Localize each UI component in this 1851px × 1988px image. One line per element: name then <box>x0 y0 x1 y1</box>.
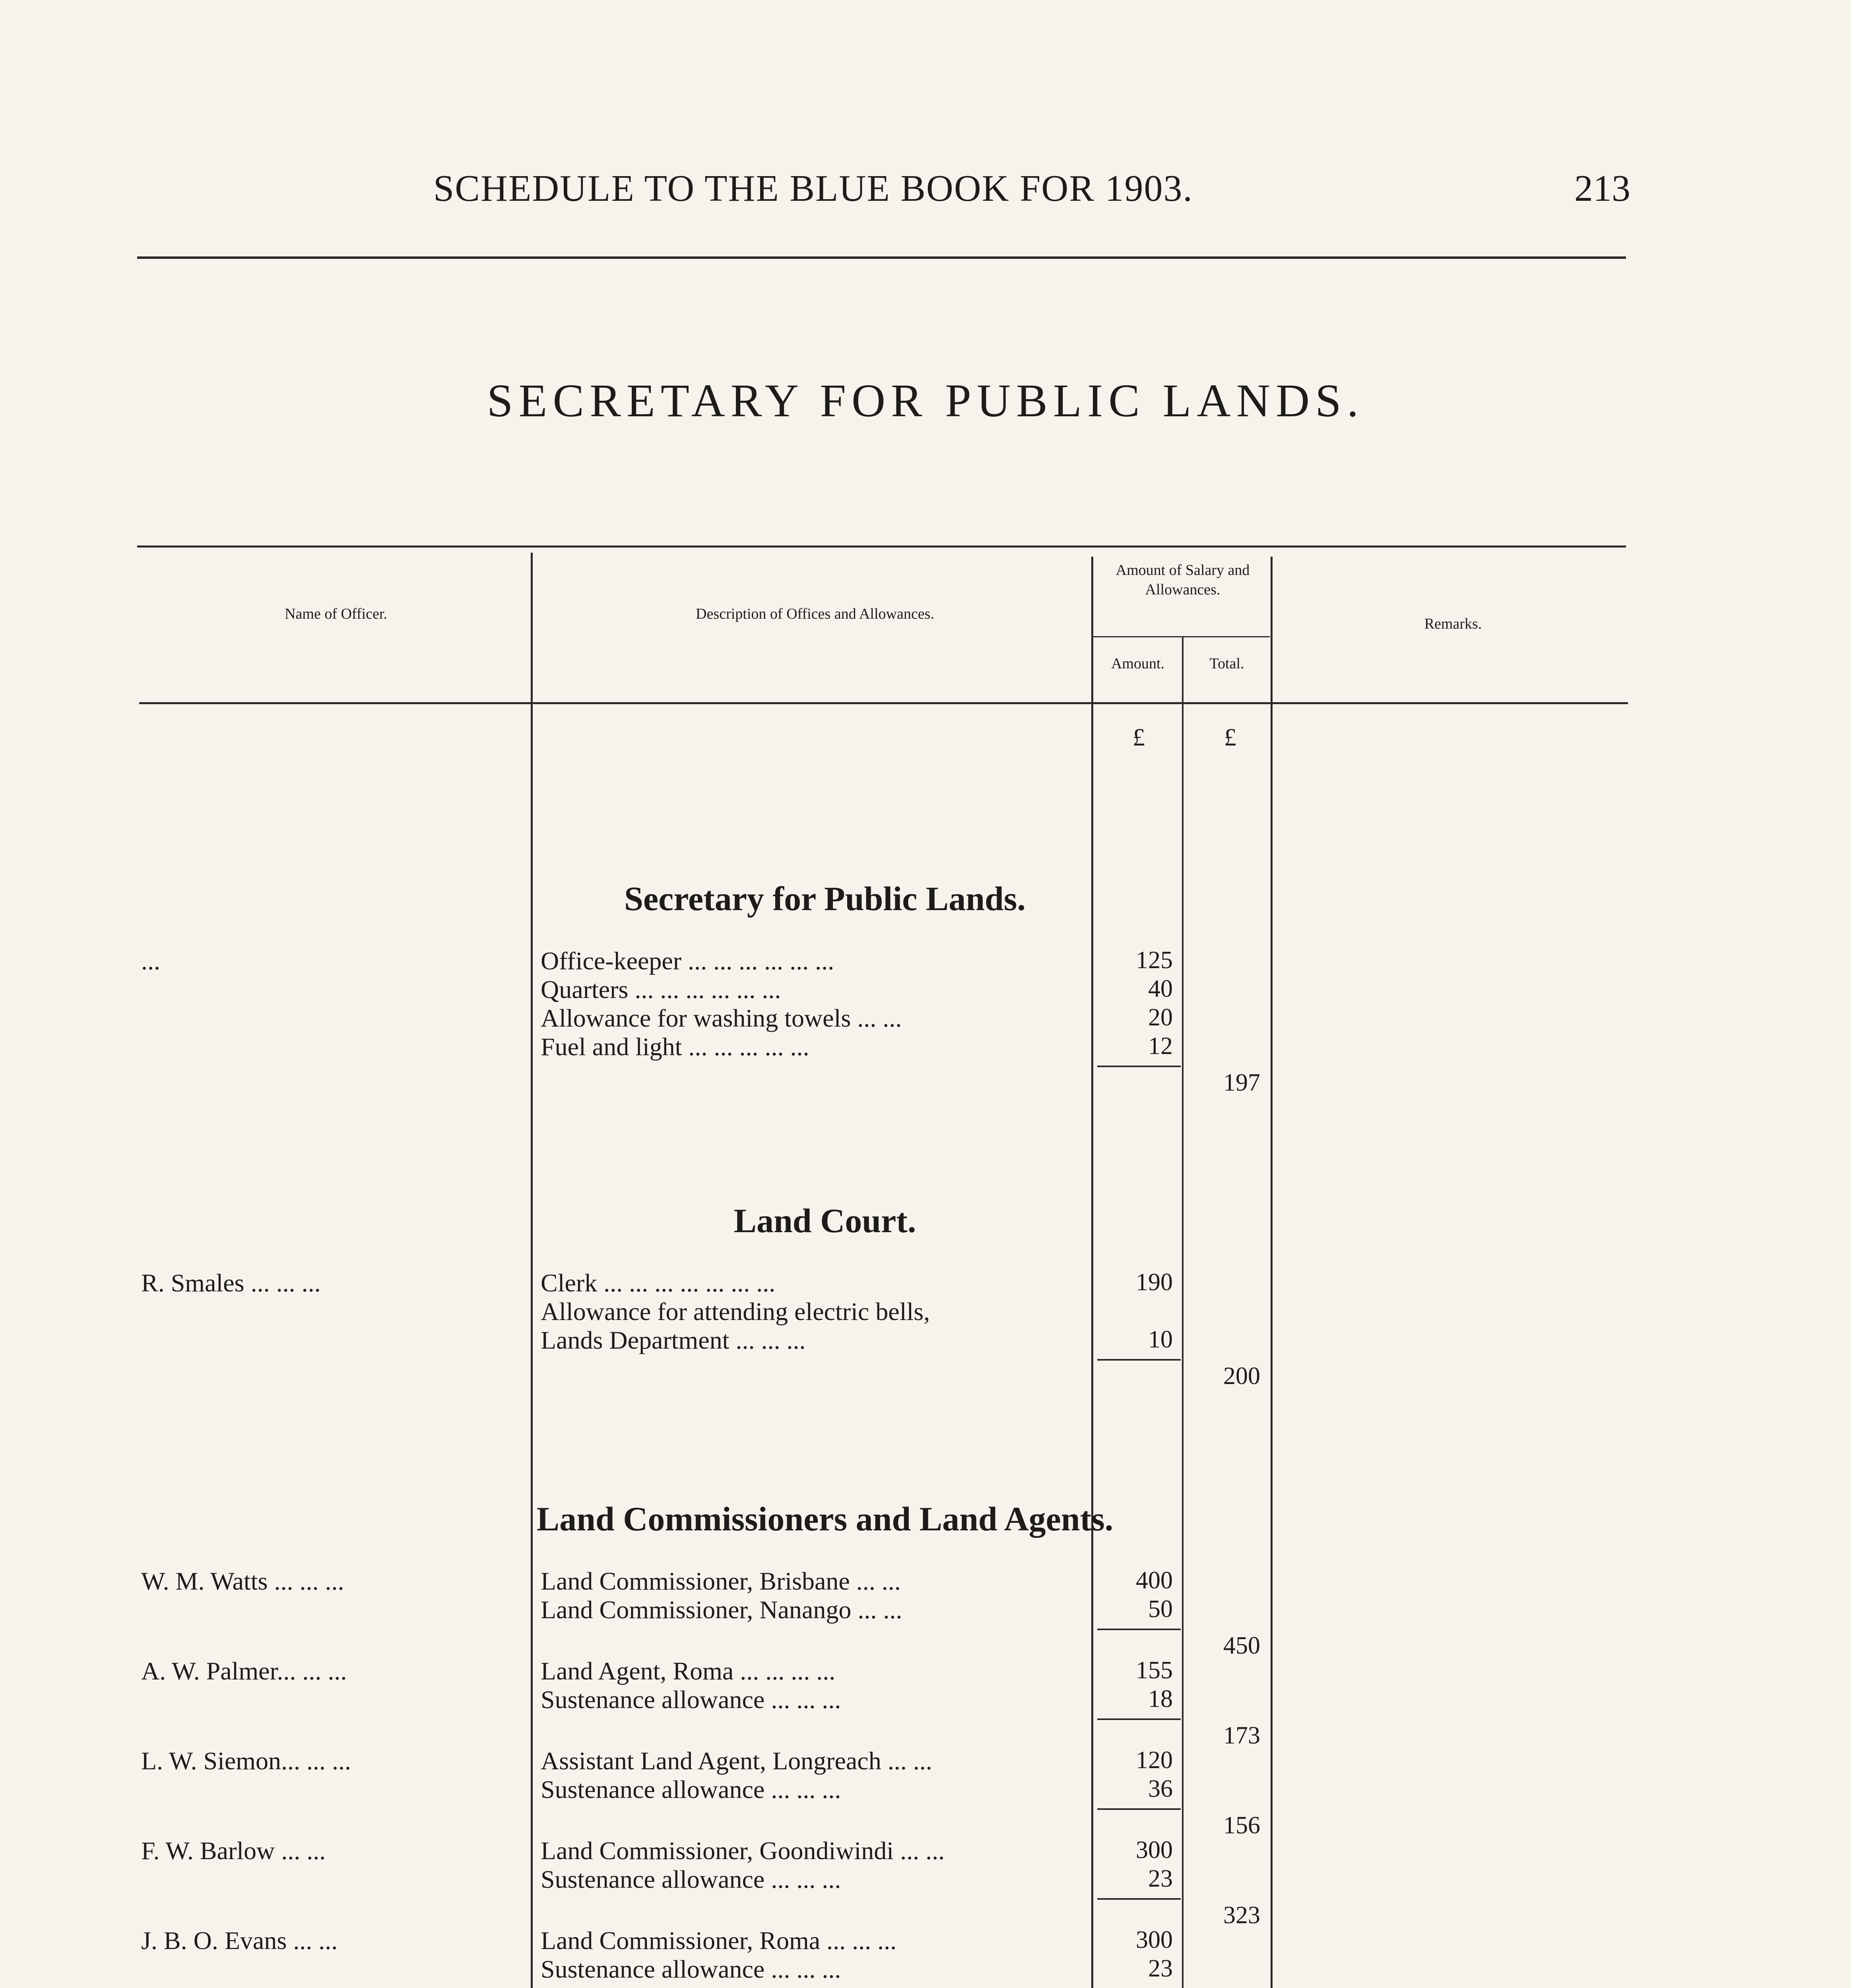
amount-value: 36 <box>1148 1775 1173 1802</box>
subtotal-rule <box>1097 1808 1181 1810</box>
column-header-amount-group: Amount of Salary and Allowances. <box>1116 562 1250 598</box>
amount-value: 155 <box>1136 1657 1173 1684</box>
total-value: 323 <box>1223 1902 1260 1929</box>
office-description: Sustenance allowance ... ... ... <box>541 1685 841 1714</box>
table-top-rule <box>137 546 1626 547</box>
amount-value: 12 <box>1148 1033 1173 1060</box>
subtotal-rule <box>1097 1718 1181 1720</box>
office-description: Office-keeper ... ... ... ... ... ... <box>541 947 834 975</box>
office-description: Assistant Land Agent, Longreach ... ... <box>541 1747 932 1775</box>
total-value: 200 <box>1223 1363 1260 1390</box>
page-number: 213 <box>1574 168 1630 209</box>
subtotal-rule <box>1097 1629 1181 1630</box>
section-title: Land Court. <box>733 1202 916 1240</box>
office-description: Sustenance allowance ... ... ... <box>541 1865 841 1893</box>
total-value: 173 <box>1223 1722 1260 1749</box>
office-description: Clerk ... ... ... ... ... ... ... <box>541 1269 776 1297</box>
amount-value: 23 <box>1148 1955 1173 1982</box>
table-header-rule <box>139 702 1628 704</box>
subtotal-rule <box>1097 1066 1181 1067</box>
amount-value: 300 <box>1136 1837 1173 1864</box>
column-divider-total <box>1182 636 1184 1988</box>
amount-value: 40 <box>1148 975 1173 1002</box>
column-divider-remarks <box>1271 557 1273 1988</box>
subtotal-rule <box>1097 1359 1181 1361</box>
column-header-amount: Amount. <box>1111 655 1165 672</box>
column-divider-description <box>531 553 533 1988</box>
office-description: Fuel and light ... ... ... ... ... <box>541 1033 809 1061</box>
amount-subheader-rule <box>1092 636 1270 637</box>
officer-name: R. Smales ... ... ... <box>141 1269 321 1297</box>
column-header-name: Name of Officer. <box>285 606 387 622</box>
column-divider-amount <box>1091 557 1093 1988</box>
office-description: Land Agent, Roma ... ... ... ... <box>541 1657 836 1685</box>
amount-value: 125 <box>1136 947 1173 974</box>
total-value: 450 <box>1223 1632 1260 1659</box>
column-header-total: Total. <box>1209 655 1244 672</box>
column-header-remarks: Remarks. <box>1424 615 1482 632</box>
officer-name: W. M. Watts ... ... ... <box>141 1567 344 1595</box>
amount-value: 10 <box>1148 1326 1173 1353</box>
amount-value: 120 <box>1136 1747 1173 1774</box>
amount-value: 20 <box>1148 1004 1173 1031</box>
section-title: Land Commissioners and Land Agents. <box>536 1500 1114 1538</box>
running-header-title: SCHEDULE TO THE BLUE BOOK FOR 1903. <box>433 168 1193 209</box>
amount-value: 50 <box>1148 1596 1173 1623</box>
office-description: Quarters ... ... ... ... ... ... <box>541 975 781 1004</box>
officer-name: L. W. Siemon... ... ... <box>141 1747 351 1775</box>
amount-value: 18 <box>1148 1685 1173 1712</box>
currency-symbol-total: £ <box>1224 724 1236 751</box>
office-description: Lands Department ... ... ... <box>541 1326 806 1354</box>
officer-name: ... <box>141 947 160 975</box>
office-description: Sustenance allowance ... ... ... <box>541 1775 841 1804</box>
office-description: Land Commissioner, Roma ... ... ... <box>541 1926 897 1955</box>
office-description: Land Commissioner, Goondiwindi ... ... <box>541 1837 945 1865</box>
office-description: Sustenance allowance ... ... ... <box>541 1955 841 1983</box>
column-header-description: Description of Offices and Allowances. <box>696 606 934 622</box>
officer-name: J. B. O. Evans ... ... <box>141 1926 338 1955</box>
currency-symbol-amount: £ <box>1133 724 1145 751</box>
office-description: Allowance for attending electric bells, <box>541 1297 930 1326</box>
amount-value: 300 <box>1136 1926 1173 1953</box>
office-description: Allowance for washing towels ... ... <box>541 1004 902 1032</box>
office-description: Land Commissioner, Brisbane ... ... <box>541 1567 901 1595</box>
total-value: 197 <box>1223 1069 1260 1096</box>
office-description: Land Commissioner, Nanango ... ... <box>541 1596 902 1624</box>
officer-name: A. W. Palmer... ... ... <box>141 1657 347 1685</box>
officer-name: F. W. Barlow ... ... <box>141 1837 326 1865</box>
header-rule <box>137 256 1626 259</box>
amount-value: 23 <box>1148 1865 1173 1892</box>
amount-value: 400 <box>1136 1567 1173 1594</box>
total-value: 156 <box>1223 1812 1260 1839</box>
section-title: Secretary for Public Lands. <box>624 879 1026 918</box>
page-title: SECRETARY FOR PUBLIC LANDS. <box>487 375 1364 427</box>
subtotal-rule <box>1097 1898 1181 1900</box>
amount-value: 190 <box>1136 1269 1173 1296</box>
